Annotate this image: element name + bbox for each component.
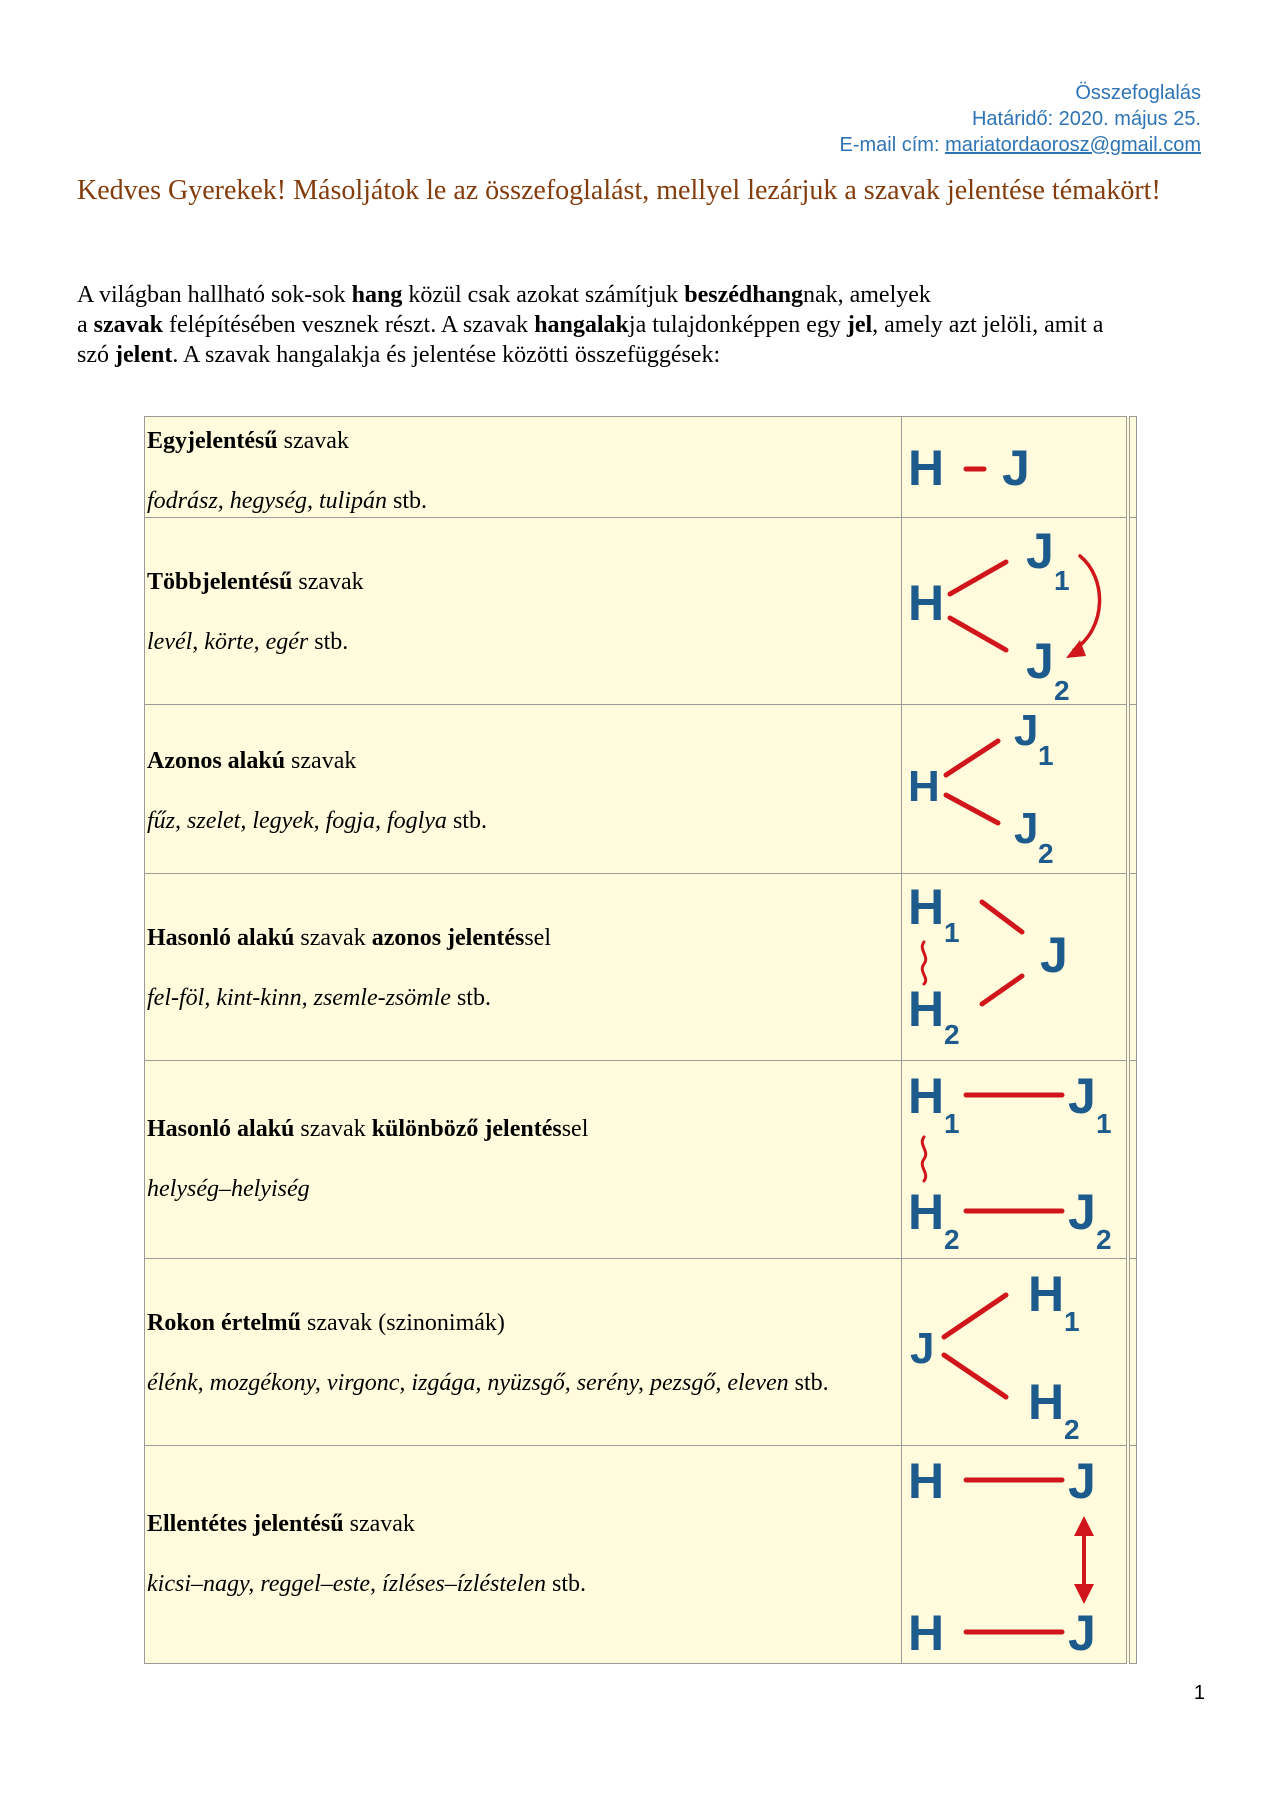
intro-line-2: a szavak felépítésében vesznek részt. A szavak hangalakja tulajdonképpen egy jel, amely azt jelöli, amit a (77, 312, 1104, 338)
intro-line-3: szó jelent. A szavak hangalakja és jelentése közötti összefüggések: (77, 342, 721, 368)
svg-text:J: J (1068, 1453, 1096, 1509)
examples: helység–helyiség (147, 1176, 310, 1202)
table-row (145, 518, 1137, 705)
header-email-line (840, 132, 1202, 158)
svg-text:1: 1 (1064, 1306, 1080, 1337)
svg-text:J: J (1026, 633, 1054, 689)
row-text (145, 1061, 902, 1259)
svg-text:J: J (1014, 706, 1039, 755)
svg-text:J: J (1068, 1184, 1096, 1240)
row-diagram (902, 705, 1129, 874)
row-diagram (902, 1446, 1129, 1664)
header-title: Összefoglalás (1075, 82, 1201, 104)
svg-text:2: 2 (1096, 1224, 1112, 1255)
H-letter: H (908, 575, 945, 631)
H-letter: H (908, 440, 945, 496)
table-row (145, 417, 1137, 518)
category-label: Ellentétes jelentésű szavak (147, 1511, 415, 1537)
row-diagram (902, 417, 1129, 518)
email-link[interactable]: mariatordaorosz@gmail.com (945, 134, 1201, 156)
antonym-diagram (902, 1446, 1126, 1662)
page-number: 1 (1193, 1682, 1205, 1704)
examples: levél, körte, egér stb. (147, 629, 349, 655)
svg-text:H: H (908, 1184, 945, 1240)
svg-text:2: 2 (944, 1019, 960, 1050)
svg-text:H: H (908, 762, 940, 811)
examples: fel-föl, kint-kinn, zsemle-zsömle stb. (147, 985, 491, 1011)
synonym-diagram (902, 1259, 1126, 1444)
svg-text:J: J (1014, 804, 1039, 853)
svg-text:H: H (908, 879, 945, 935)
row-diagram (902, 1061, 1129, 1259)
row-diagram (902, 518, 1129, 705)
svg-text:H: H (1028, 1374, 1065, 1430)
header-deadline: Határidő: 2020. május 25. (971, 108, 1201, 130)
svg-text:1: 1 (1096, 1108, 1112, 1139)
examples: fűz, szelet, legyek, fogja, foglya stb. (147, 808, 487, 834)
svg-text:J: J (1068, 1605, 1096, 1661)
svg-text:2: 2 (944, 1224, 960, 1255)
table-row (145, 1446, 1137, 1664)
similarity-tilde (922, 1137, 925, 1181)
similarity-tilde (922, 942, 925, 984)
row-text (145, 518, 902, 705)
category-label: Egyjelentésű szavak (147, 428, 349, 454)
svg-text:J: J (1026, 523, 1054, 579)
category-label: Hasonló alakú szavak azonos jelentéssel (147, 925, 551, 951)
intro-paragraph (77, 280, 1201, 370)
examples: fodrász, hegység, tulipán stb. (147, 488, 428, 514)
examples: élénk, mozgékony, virgonc, izgága, nyüzsgő, serény, pezsgő, eleven stb. (147, 1370, 829, 1396)
row-text (145, 1259, 902, 1446)
svg-text:1: 1 (944, 917, 960, 948)
row-text (145, 1446, 902, 1664)
svg-text:2: 2 (1064, 1414, 1080, 1444)
row-diagram (902, 874, 1129, 1061)
svg-text:1: 1 (1038, 740, 1054, 771)
intro-line-1: A világban hallható sok-sok hang közül csak azokat számítjuk beszédhangnak, amelyek (77, 282, 931, 308)
summary-table (144, 416, 1137, 1664)
greeting-text: Kedves Gyerekek! Másoljátok le az összefoglalást, mellyel lezárjuk a szavak jelentése témakört! (77, 175, 1161, 206)
single-meaning-diagram (902, 417, 1126, 509)
table-row (145, 705, 1137, 874)
svg-text:J: J (1068, 1068, 1096, 1124)
similar-form-same-meaning-diagram (902, 874, 1126, 1059)
svg-text:H: H (908, 1068, 945, 1124)
row-diagram (902, 1259, 1129, 1446)
svg-text:J: J (910, 1324, 935, 1373)
svg-text:J: J (1040, 927, 1068, 983)
email-label: E-mail cím: (839, 134, 946, 156)
category-label: Többjelentésű szavak (147, 569, 364, 595)
row-text (145, 705, 902, 874)
category-label: Rokon értelmű szavak (szinonimák) (147, 1310, 505, 1336)
table-row (145, 1259, 1137, 1446)
svg-text:H: H (908, 1453, 945, 1509)
table-row (145, 1061, 1137, 1259)
svg-text:2: 2 (1038, 838, 1054, 869)
svg-text:H: H (908, 981, 945, 1037)
document-header (840, 80, 1202, 158)
category-label: Hasonló alakú szavak különböző jelentéssel (147, 1116, 589, 1142)
svg-text:1: 1 (944, 1108, 960, 1139)
homonym-diagram (902, 705, 1126, 872)
table-row (145, 874, 1137, 1061)
polysemy-diagram (902, 518, 1126, 703)
row-text (145, 417, 902, 518)
svg-text:H: H (908, 1605, 945, 1661)
category-label: Azonos alakú szavak (147, 748, 357, 774)
row-text (145, 874, 902, 1061)
J-letter: J (1002, 440, 1030, 496)
curved-arrow (1074, 556, 1100, 650)
svg-text:1: 1 (1054, 565, 1070, 596)
examples: kicsi–nagy, reggel–este, ízléses–ízléstelen stb. (147, 1571, 587, 1597)
svg-text:H: H (1028, 1266, 1065, 1322)
svg-text:2: 2 (1054, 675, 1070, 703)
similar-form-different-meaning-diagram (902, 1061, 1126, 1257)
